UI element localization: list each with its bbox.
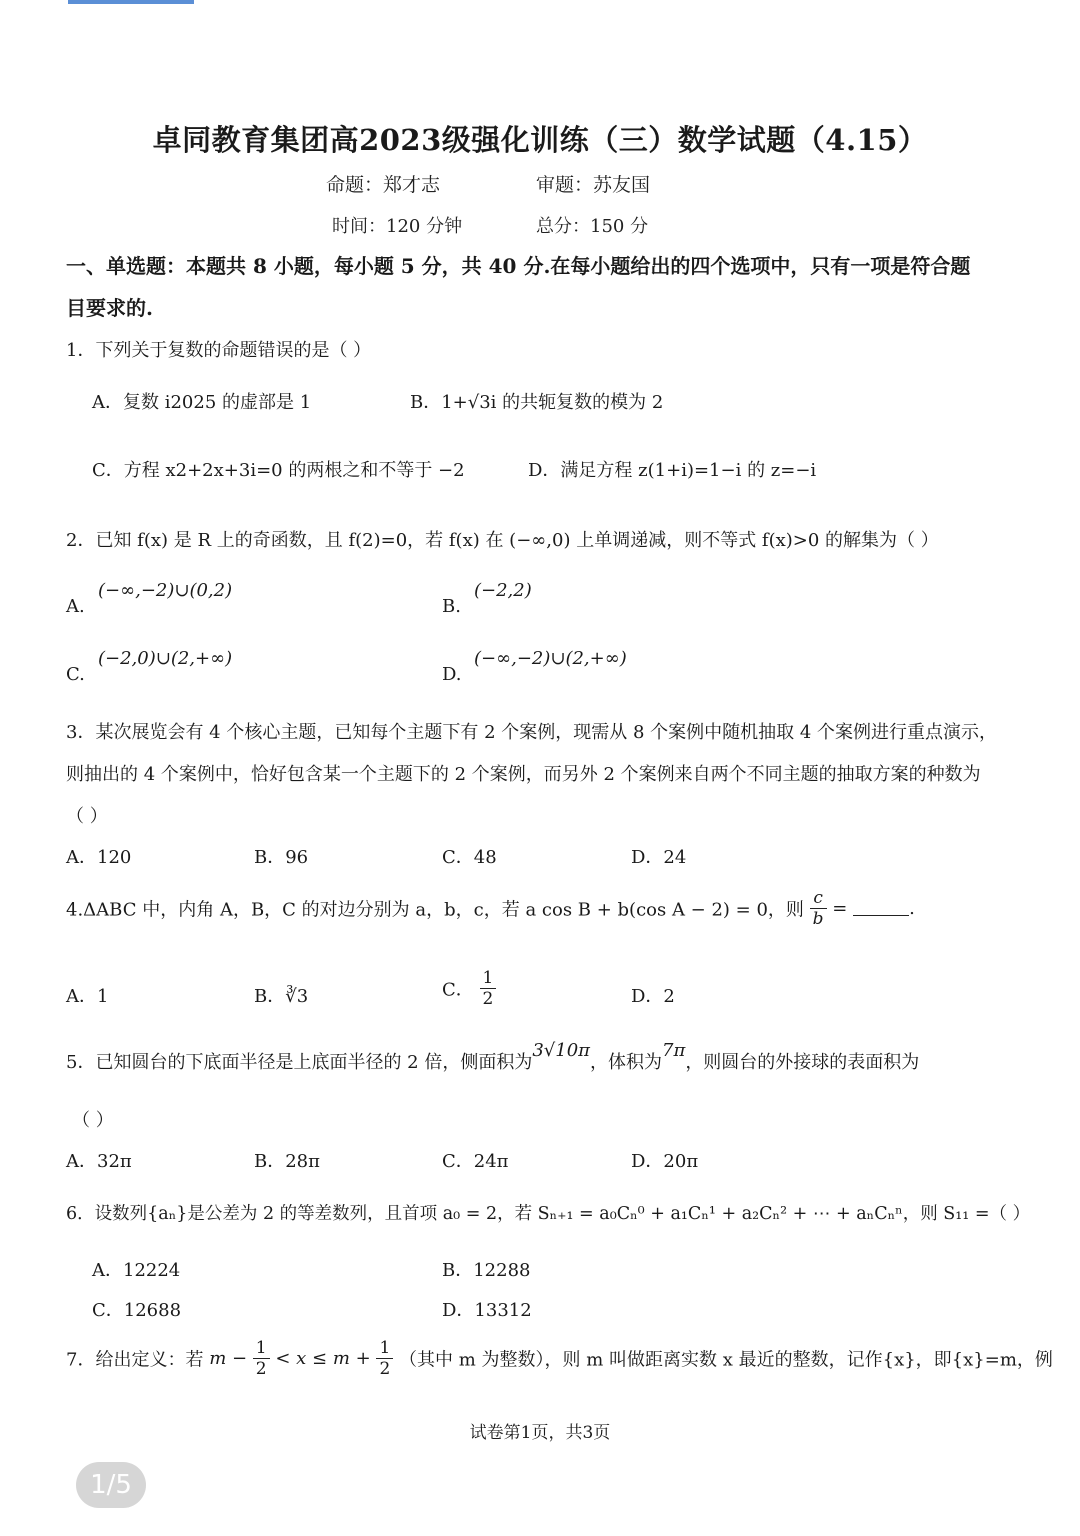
q3-option-c: C．48 <box>442 847 497 868</box>
reviewer-label: 审题：苏友国 <box>536 174 651 196</box>
q1-option-d: D．满足方程 z(1+i)=1−i 的 z=−i <box>528 460 817 481</box>
q1-option-a: A．复数 i2025 的虚部是 1 <box>92 392 312 413</box>
q1-stem: 1．下列关于复数的命题错误的是（ ） <box>66 340 372 361</box>
page-footer: 试卷第1页，共3页 <box>469 1423 611 1443</box>
q7-half-numerator-1: 1 <box>253 1338 270 1359</box>
q2-option-c: (−2,0)∪(2,+∞) <box>98 648 233 669</box>
q4-fraction-denominator: b <box>812 909 824 929</box>
q3-stem-line1: 3．某次展览会有 4 个核心主题，已知每个主题下有 2 个案例，现需从 8 个案例中随机抽取 4 个案例进行重点演示， <box>66 722 998 743</box>
q6-option-d: D．13312 <box>442 1300 532 1321</box>
q5-paren: （ ） <box>72 1110 114 1131</box>
q3-option-d: D．24 <box>631 847 687 868</box>
total-score-label: 总分：150 分 <box>536 216 649 237</box>
page-indicator[interactable]: 1/5 <box>76 1462 146 1508</box>
q1-option-b: B．1+√3i 的共轭复数的模为 2 <box>410 392 664 413</box>
q2-option-b: (−2,2) <box>474 580 532 601</box>
q7-stem <box>66 1338 1053 1379</box>
q4-option-c <box>442 968 496 1009</box>
q6-option-c: C．12688 <box>92 1300 182 1321</box>
q2-option-b-label: B. <box>442 596 461 617</box>
q2-stem: 2．已知 f(x) 是 R 上的奇函数，且 f(2)=0，若 f(x) 在 (−∞,0) 上单调递减，则不等式 f(x)>0 的解集为（ ） <box>66 530 939 551</box>
q4-option-c-denominator: 2 <box>482 989 494 1009</box>
q5-stem-text-2: ，体积为 <box>590 1052 663 1073</box>
q3-stem-line3: （ ） <box>66 806 108 827</box>
time-label: 时间：120 分钟 <box>332 216 463 237</box>
q4-option-c-numerator: 1 <box>480 968 497 989</box>
q2-option-a-label: A. <box>66 596 85 617</box>
q4-stem: 4.ΔABC 中，内角 A，B，C 的对边分别为 a，b，c，若 a cos B + b(cos A − 2) = 0，则 $\frac{c}{b}$ = . <box>66 888 915 929</box>
q5-option-b: B．28π <box>254 1151 320 1172</box>
q5-stem <box>66 1040 920 1074</box>
q3-stem-line2: 则抽出的 4 个案例中，恰好包含某一个主题下的 2 个案例，而另外 2 个案例来自两个不同主题的抽取方案的种数为 <box>66 764 981 785</box>
section-heading-line1: 一、单选题：本题共 8 小题，每小题 5 分，共 40 分.在每小题给出的四个选项中，只有一项是符合题 <box>66 254 971 278</box>
q6-stem: 6．设数列{aₙ}是公差为 2 的等差数列，且首项 a₀ = 2，若 Sₙ₊₁ = a₀Cₙ⁰ + a₁Cₙ¹ + a₂Cₙ² + ⋯ + aₙCₙⁿ，则 S₁₁ =（ ） <box>66 1204 1031 1224</box>
q4-fraction <box>810 888 827 929</box>
q7-half-fraction-2 <box>376 1338 393 1379</box>
q4-option-a: A．1 <box>66 986 109 1007</box>
setter-label: 命题：郑才志 <box>326 174 441 196</box>
q7-half-numerator-2: 1 <box>376 1338 393 1359</box>
q4-equals: = <box>832 898 848 919</box>
q3-option-b: B．96 <box>254 847 309 868</box>
q7-text-1: 7．给出定义：若 <box>66 1349 204 1371</box>
q4-stem-text: 4.ΔABC 中，内角 A，B，C 的对边分别为 a，b，c，若 a cos B + b(cos A − 2) = 0，则 <box>66 899 804 921</box>
q6-option-a: A．12224 <box>92 1260 181 1281</box>
q4-answer-blank <box>853 915 909 916</box>
q4-option-d: D．2 <box>631 986 675 1007</box>
q7-half-denominator-1: 2 <box>255 1359 267 1379</box>
q7-half-fraction-1 <box>253 1338 270 1379</box>
q5-option-d: D．20π <box>631 1151 699 1172</box>
viewer-top-tab-indicator <box>68 0 194 4</box>
q2-option-d: (−∞,−2)∪(2,+∞) <box>474 648 627 669</box>
q1-option-c: C．方程 x2+2x+3i=0 的两根之和不等于 −2 <box>92 460 465 481</box>
q5-lateral-area: 3√10π <box>532 1040 591 1061</box>
q5-option-c: C．24π <box>442 1151 509 1172</box>
q2-option-d-label: D. <box>442 664 462 685</box>
q4-fraction-numerator: c <box>810 888 827 909</box>
q5-volume: 7π <box>662 1040 686 1061</box>
q7-inequality-middle: < x ≤ m + <box>275 1348 371 1369</box>
q6-option-b: B．12288 <box>442 1260 531 1281</box>
q4-option-c-fraction <box>480 968 497 1009</box>
q7-m-minus: m − <box>209 1348 248 1369</box>
q2-option-a: (−∞,−2)∪(0,2) <box>98 580 233 601</box>
q3-option-a: A．120 <box>66 847 132 868</box>
q4-option-c-label: C． <box>442 979 474 1001</box>
section-heading-line2: 目要求的. <box>66 296 153 320</box>
q5-stem-text-1: 5．已知圆台的下底面半径是上底面半径的 2 倍，侧面积为 <box>66 1052 533 1073</box>
q4-option-b: B．∛3 <box>254 986 309 1007</box>
q7-half-denominator-2: 2 <box>379 1359 391 1379</box>
q5-option-a: A．32π <box>66 1151 132 1172</box>
q7-text-2: （其中 m 为整数），则 m 叫做距离实数 x 最近的整数，记作{x}，即{x}=m，例 <box>399 1349 1053 1371</box>
exam-title: 卓同教育集团高2023级强化训练（三）数学试题（4.15） <box>152 123 928 157</box>
q2-option-c-label: C. <box>66 664 85 685</box>
q5-stem-text-3: ，则圆台的外接球的表面积为 <box>685 1052 920 1073</box>
